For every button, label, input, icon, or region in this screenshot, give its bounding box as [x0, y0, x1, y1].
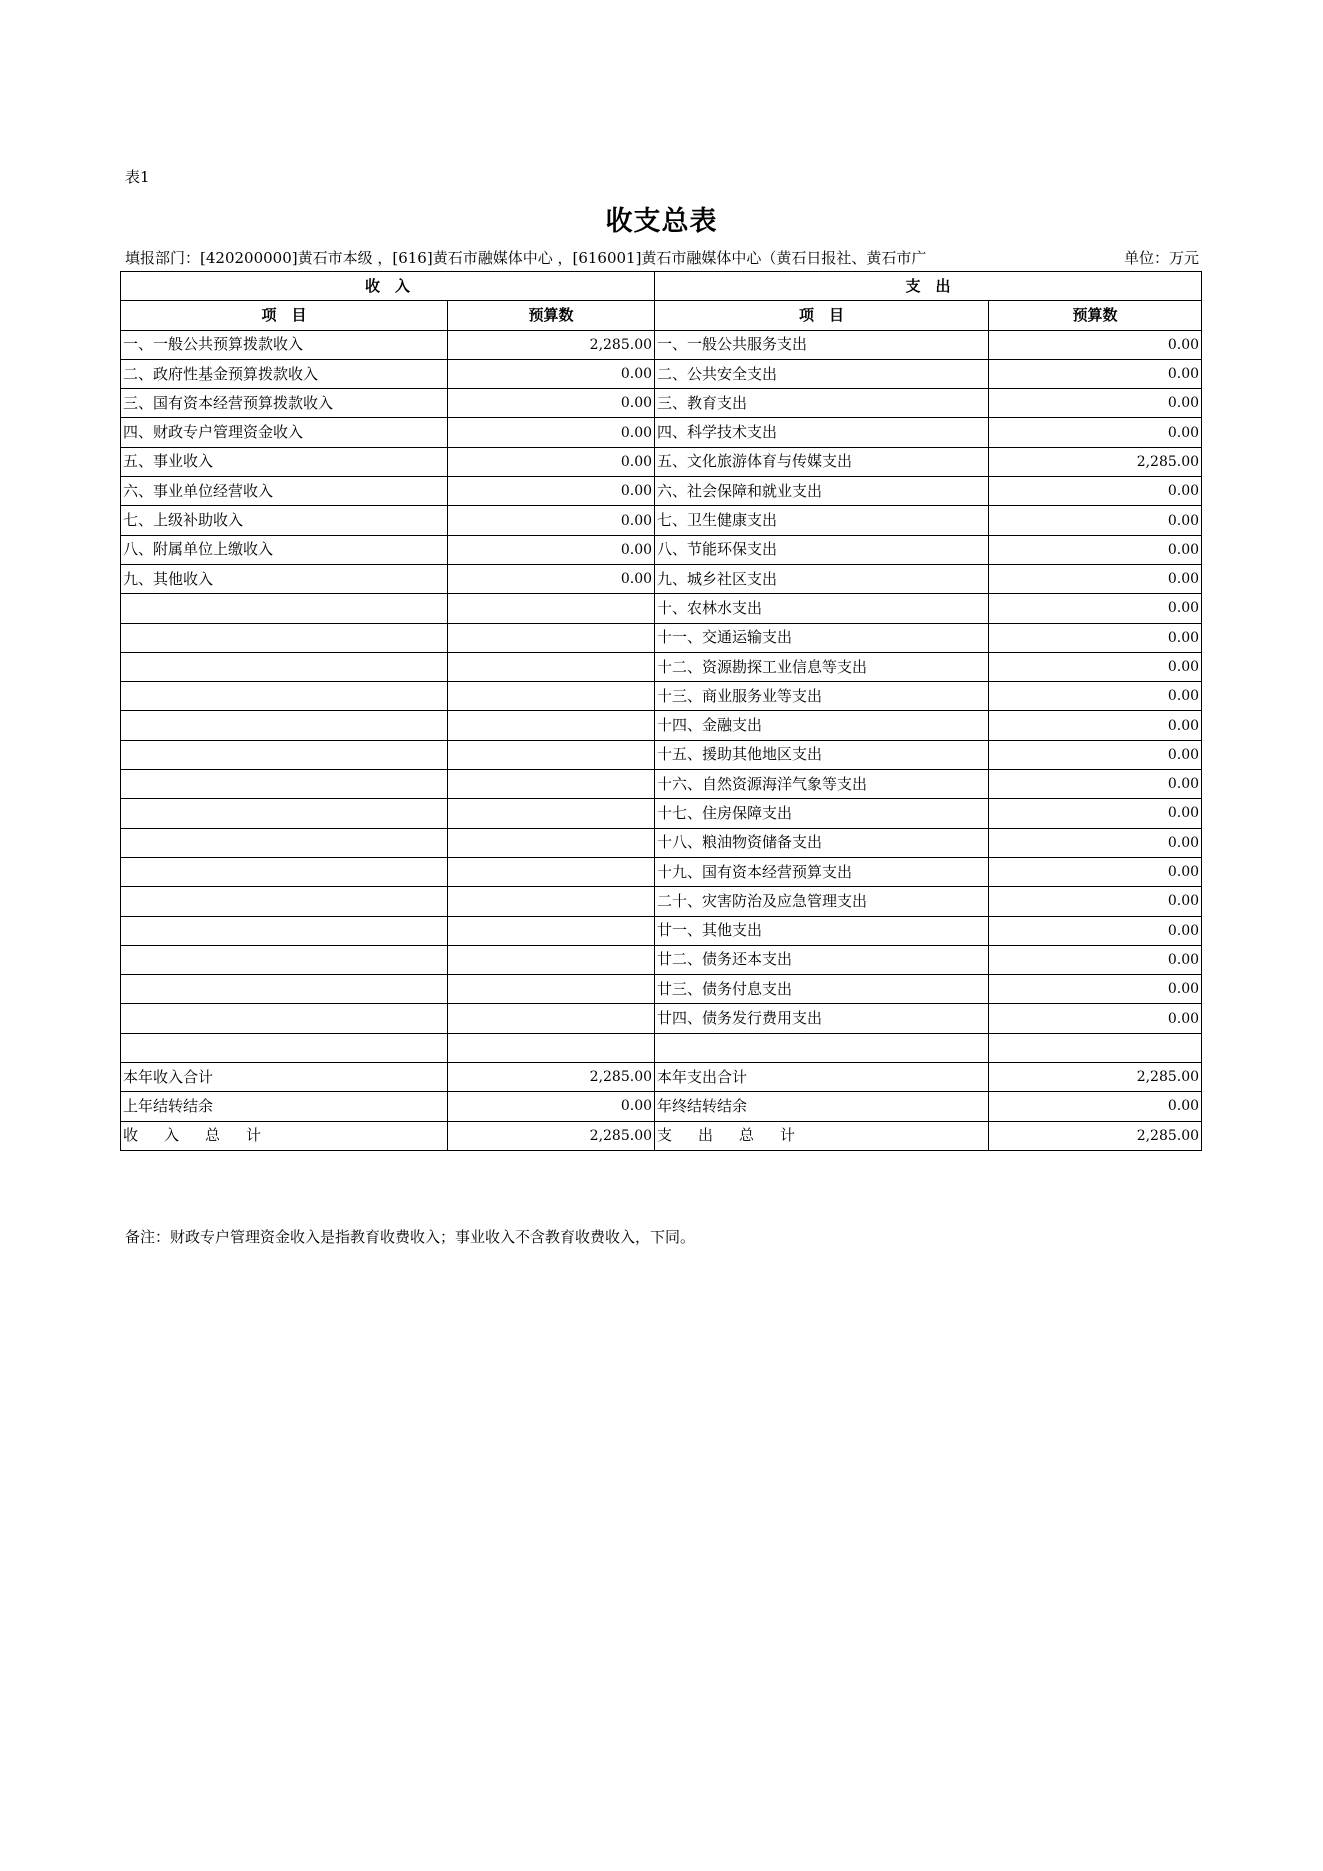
expense-value-cell: 0.00 [989, 1092, 1202, 1121]
income-item-cell: 二、政府性基金预算拨款收入 [121, 359, 448, 388]
income-value-cell [448, 887, 655, 916]
table-row [121, 945, 1202, 974]
income-value-cell: 0.00 [448, 477, 655, 506]
income-value-cell: 0.00 [448, 1092, 655, 1121]
table-row [121, 1033, 1202, 1062]
income-item-cell [121, 945, 448, 974]
expense-value-cell: 2,285.00 [989, 1121, 1202, 1150]
column-header-row [121, 301, 1202, 330]
expense-value-cell: 0.00 [989, 799, 1202, 828]
expense-value-cell: 0.00 [989, 535, 1202, 564]
expense-value-cell [989, 1033, 1202, 1062]
income-item-cell [121, 594, 448, 623]
income-item-cell [121, 857, 448, 886]
income-item-cell: 三、国有资本经营预算拨款收入 [121, 389, 448, 418]
expense-value-cell: 0.00 [989, 359, 1202, 388]
income-value-cell: 2,285.00 [448, 330, 655, 359]
income-item-cell [121, 711, 448, 740]
table-row [121, 916, 1202, 945]
expense-item-cell: 廿二、债务还本支出 [655, 945, 989, 974]
income-item-cell [121, 652, 448, 681]
table-row [121, 799, 1202, 828]
income-value-cell: 2,285.00 [448, 1063, 655, 1092]
expense-item-cell: 十六、自然资源海洋气象等支出 [655, 770, 989, 799]
expense-value-cell: 0.00 [989, 623, 1202, 652]
expense-item-cell: 支出总计 [655, 1121, 989, 1150]
income-value-cell: 0.00 [448, 447, 655, 476]
income-value-cell [448, 1033, 655, 1062]
expense-value-cell: 2,285.00 [989, 1063, 1202, 1092]
income-value-cell [448, 682, 655, 711]
expense-item-cell: 廿一、其他支出 [655, 916, 989, 945]
table-row [121, 652, 1202, 681]
expense-value-cell: 2,285.00 [989, 447, 1202, 476]
table-row [121, 447, 1202, 476]
expense-item-cell: 十八、粮油物资储备支出 [655, 828, 989, 857]
table-row [121, 506, 1202, 535]
expense-item-header: 项 目 [655, 301, 989, 330]
expense-item-cell: 三、教育支出 [655, 389, 989, 418]
income-item-cell: 一、一般公共预算拨款收入 [121, 330, 448, 359]
expense-item-cell: 九、城乡社区支出 [655, 564, 989, 593]
table-row [121, 857, 1202, 886]
expense-item-cell: 十四、金融支出 [655, 711, 989, 740]
expense-budget-header: 预算数 [989, 301, 1202, 330]
income-item-cell [121, 799, 448, 828]
expense-item-cell: 八、节能环保支出 [655, 535, 989, 564]
expense-item-cell: 十三、商业服务业等支出 [655, 682, 989, 711]
income-item-cell [121, 770, 448, 799]
income-value-cell [448, 652, 655, 681]
expense-value-cell: 0.00 [989, 740, 1202, 769]
summary-row [121, 1121, 1202, 1150]
expense-value-cell: 0.00 [989, 887, 1202, 916]
income-value-cell: 0.00 [448, 535, 655, 564]
table-row [121, 623, 1202, 652]
income-value-cell: 0.00 [448, 506, 655, 535]
income-item-cell [121, 975, 448, 1004]
expense-value-cell: 0.00 [989, 711, 1202, 740]
income-value-cell [448, 623, 655, 652]
income-item-cell [121, 623, 448, 652]
table-row [121, 389, 1202, 418]
expense-value-cell: 0.00 [989, 418, 1202, 447]
table-row [121, 330, 1202, 359]
unit-label: 单位：万元 [1123, 249, 1199, 267]
income-item-header: 项 目 [121, 301, 448, 330]
income-item-cell: 六、事业单位经营收入 [121, 477, 448, 506]
table-number: 表1 [125, 168, 150, 186]
income-expense-table [120, 271, 1202, 1151]
table-row [121, 770, 1202, 799]
table-row [121, 477, 1202, 506]
expense-value-cell: 0.00 [989, 770, 1202, 799]
income-item-cell: 本年收入合计 [121, 1063, 448, 1092]
income-value-cell [448, 828, 655, 857]
table-row [121, 564, 1202, 593]
expense-value-cell: 0.00 [989, 916, 1202, 945]
expense-item-cell: 五、文化旅游体育与传媒支出 [655, 447, 989, 476]
expense-item-cell: 年终结转结余 [655, 1092, 989, 1121]
expense-item-cell: 六、社会保障和就业支出 [655, 477, 989, 506]
income-value-cell: 0.00 [448, 564, 655, 593]
expense-item-cell [655, 1033, 989, 1062]
table-row [121, 975, 1202, 1004]
income-value-cell: 0.00 [448, 418, 655, 447]
expense-item-cell: 十二、资源勘探工业信息等支出 [655, 652, 989, 681]
expense-value-cell: 0.00 [989, 389, 1202, 418]
section-header-row [121, 272, 1202, 301]
expense-value-cell: 0.00 [989, 975, 1202, 1004]
table-row [121, 682, 1202, 711]
summary-row [121, 1092, 1202, 1121]
expense-item-cell: 十九、国有资本经营预算支出 [655, 857, 989, 886]
income-item-cell [121, 1004, 448, 1033]
expense-item-cell: 一、一般公共服务支出 [655, 330, 989, 359]
expense-item-cell: 二十、灾害防治及应急管理支出 [655, 887, 989, 916]
table-row [121, 740, 1202, 769]
expense-item-cell: 十七、住房保障支出 [655, 799, 989, 828]
expense-item-cell: 十一、交通运输支出 [655, 623, 989, 652]
income-value-cell [448, 770, 655, 799]
income-item-cell: 四、财政专户管理资金收入 [121, 418, 448, 447]
expense-item-cell: 四、科学技术支出 [655, 418, 989, 447]
income-value-cell: 0.00 [448, 389, 655, 418]
income-item-cell: 五、事业收入 [121, 447, 448, 476]
expense-value-cell: 0.00 [989, 594, 1202, 623]
income-item-cell [121, 828, 448, 857]
expense-value-cell: 0.00 [989, 857, 1202, 886]
page-title: 收支总表 [605, 206, 718, 237]
expense-item-cell: 十五、援助其他地区支出 [655, 740, 989, 769]
income-budget-header: 预算数 [448, 301, 655, 330]
income-item-cell [121, 740, 448, 769]
summary-row [121, 1063, 1202, 1092]
income-value-cell [448, 799, 655, 828]
filing-department: 填报部门：[420200000]黄石市本级 ，[616]黄石市融媒体中心 ，[616001]黄石市融媒体中心（黄石日报社、黄石市广 [125, 249, 927, 267]
table-row [121, 1004, 1202, 1033]
income-value-cell [448, 945, 655, 974]
table-row [121, 535, 1202, 564]
expense-value-cell: 0.00 [989, 1004, 1202, 1033]
table-row [121, 711, 1202, 740]
income-value-cell [448, 916, 655, 945]
expense-value-cell: 0.00 [989, 330, 1202, 359]
expense-item-cell: 廿三、债务付息支出 [655, 975, 989, 1004]
income-section-header: 收 入 [121, 272, 655, 301]
expense-value-cell: 0.00 [989, 828, 1202, 857]
expense-value-cell: 0.00 [989, 652, 1202, 681]
table-row [121, 359, 1202, 388]
income-value-cell: 0.00 [448, 359, 655, 388]
income-item-cell: 七、上级补助收入 [121, 506, 448, 535]
table-row [121, 418, 1202, 447]
expense-item-cell: 十、农林水支出 [655, 594, 989, 623]
income-value-cell [448, 594, 655, 623]
expense-value-cell: 0.00 [989, 564, 1202, 593]
income-item-cell [121, 887, 448, 916]
table-row [121, 887, 1202, 916]
income-item-cell: 八、附属单位上缴收入 [121, 535, 448, 564]
expense-value-cell: 0.00 [989, 945, 1202, 974]
expense-value-cell: 0.00 [989, 506, 1202, 535]
income-value-cell [448, 857, 655, 886]
income-value-cell [448, 1004, 655, 1033]
expense-value-cell: 0.00 [989, 682, 1202, 711]
income-item-cell [121, 1033, 448, 1062]
income-value-cell [448, 711, 655, 740]
expense-item-cell: 二、公共安全支出 [655, 359, 989, 388]
expense-value-cell: 0.00 [989, 477, 1202, 506]
income-item-cell: 上年结转结余 [121, 1092, 448, 1121]
table-row [121, 828, 1202, 857]
income-item-cell: 收入总计 [121, 1121, 448, 1150]
footnote: 备注：财政专户管理资金收入是指教育收费收入；事业收入不含教育收费收入，下同。 [125, 1228, 696, 1246]
income-item-cell [121, 682, 448, 711]
table-row [121, 594, 1202, 623]
income-value-cell [448, 975, 655, 1004]
expense-section-header: 支 出 [655, 272, 1202, 301]
income-value-cell: 2,285.00 [448, 1121, 655, 1150]
income-item-cell [121, 916, 448, 945]
expense-item-cell: 本年支出合计 [655, 1063, 989, 1092]
expense-item-cell: 七、卫生健康支出 [655, 506, 989, 535]
income-value-cell [448, 740, 655, 769]
income-item-cell: 九、其他收入 [121, 564, 448, 593]
expense-item-cell: 廿四、债务发行费用支出 [655, 1004, 989, 1033]
